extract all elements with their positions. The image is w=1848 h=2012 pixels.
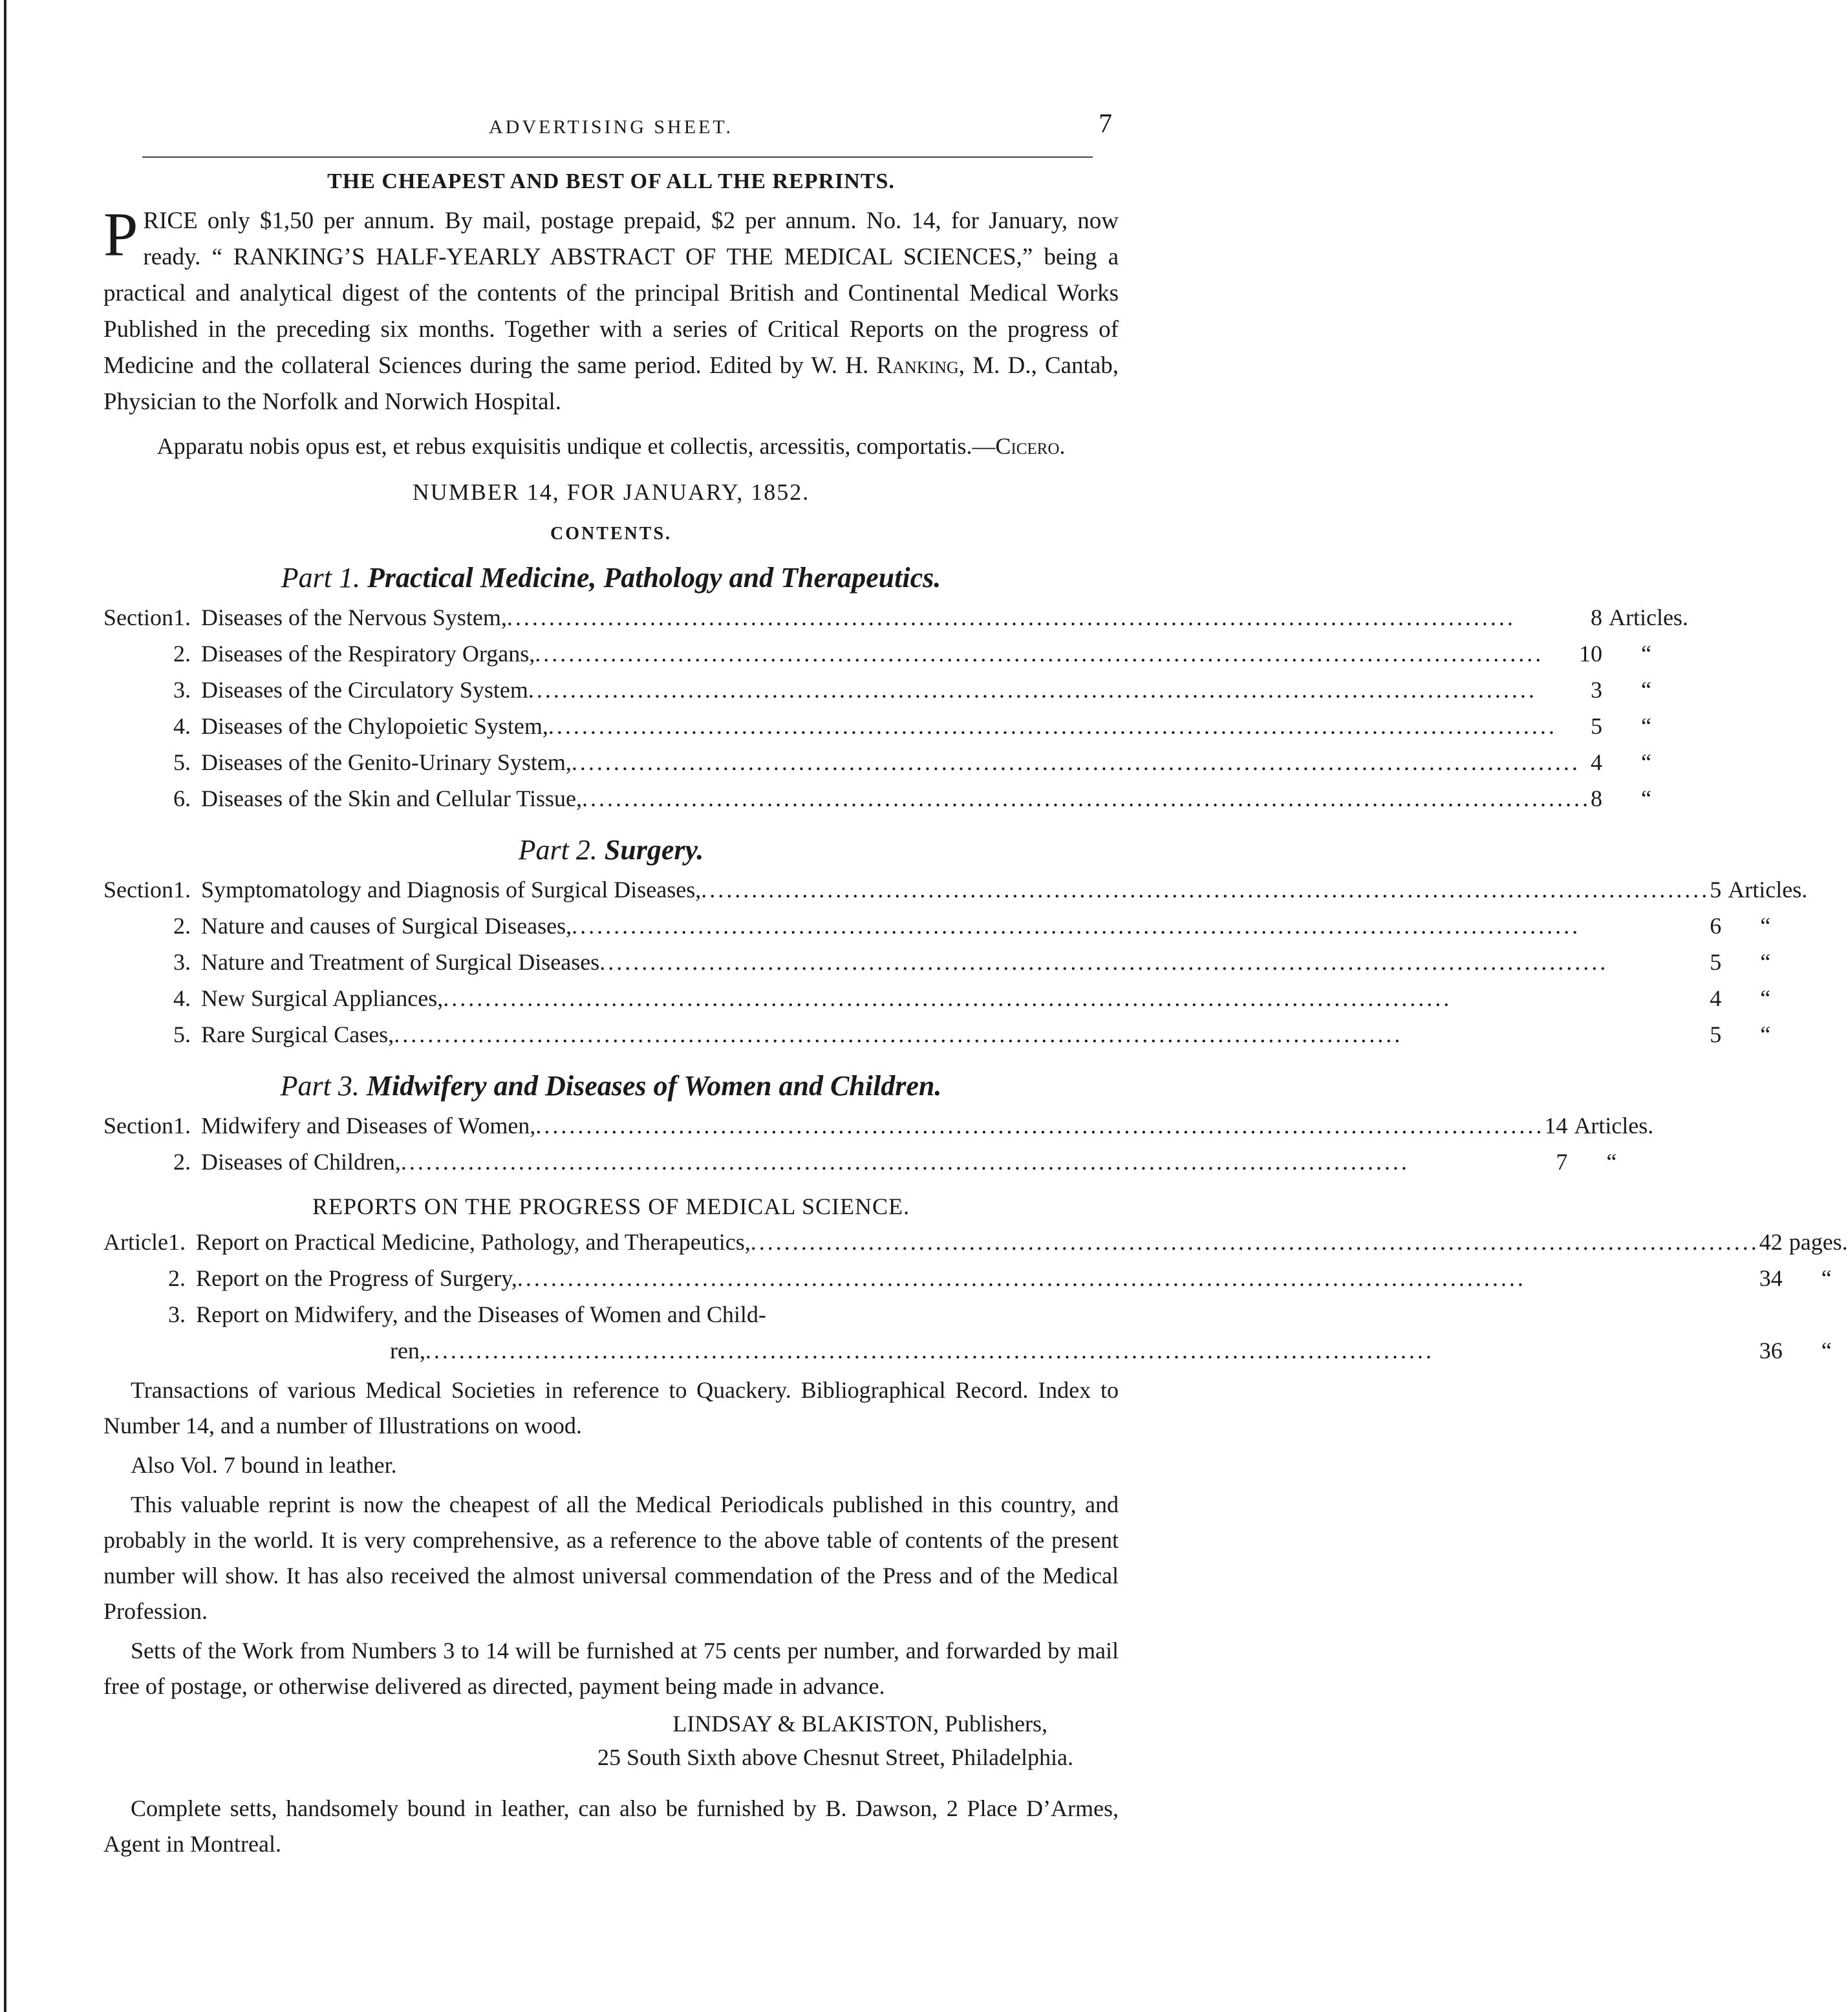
row-index: 5. bbox=[173, 749, 191, 775]
row-title: Nature and Treatment of Surgical Diseases bbox=[200, 949, 600, 975]
row-keyword: Article bbox=[103, 1229, 168, 1255]
toc-row bbox=[103, 744, 1688, 780]
row-keyword bbox=[103, 1296, 168, 1332]
row-entry bbox=[196, 1296, 1783, 1332]
row-index: 3. bbox=[173, 949, 191, 975]
row-entry bbox=[201, 1016, 1721, 1053]
closing-paragraph: Complete setts, handsomely bound in leather, can also be furnished by B. Dawson, 2 Place D’Armes, Agent in Montreal. bbox=[103, 1795, 1119, 1857]
issue-number-line: NUMBER 14, FOR JANUARY, 1852. bbox=[412, 479, 810, 505]
row-value: 6 bbox=[1710, 913, 1722, 939]
row-unit: “ bbox=[1821, 1338, 1832, 1364]
row-unit: Articles. bbox=[1574, 1113, 1654, 1139]
row-title: Nature and causes of Surgical Diseases, bbox=[200, 913, 572, 939]
dot-leader: ........................................................................................................................ bbox=[400, 1149, 1410, 1175]
row-index: 4. bbox=[173, 985, 191, 1011]
running-head bbox=[103, 103, 1119, 149]
toc-row bbox=[103, 599, 1688, 636]
row-index: 5. bbox=[173, 1022, 191, 1047]
row-keyword bbox=[103, 1144, 173, 1180]
row-index: 2. bbox=[173, 913, 191, 939]
drop-cap: P bbox=[103, 200, 138, 269]
row-index: 2. bbox=[173, 641, 191, 667]
part-contents-table bbox=[103, 1108, 1653, 1180]
toc-row bbox=[103, 636, 1688, 672]
row-entry bbox=[201, 599, 1602, 636]
row-keyword bbox=[103, 1332, 168, 1369]
row-index: 2. bbox=[167, 1265, 186, 1291]
row-index: 3. bbox=[173, 677, 191, 703]
row-value: 34 bbox=[1759, 1265, 1783, 1291]
dot-leader: ........................................................................................................................ bbox=[701, 877, 1710, 903]
latin-quote bbox=[103, 432, 1119, 460]
part-heading bbox=[103, 1069, 1119, 1102]
part-number: Part 3. bbox=[280, 1070, 360, 1102]
toc-row bbox=[103, 1260, 1848, 1296]
row-keyword bbox=[103, 1016, 173, 1053]
row-title: Report on the Progress of Surgery, bbox=[195, 1265, 517, 1291]
row-keyword: Section bbox=[103, 877, 173, 903]
row-value: 7 bbox=[1556, 1149, 1568, 1175]
part-title: Practical Medicine, Pathology and Therapeutics. bbox=[367, 562, 941, 594]
page-left-edge-rule bbox=[4, 0, 6, 2012]
part-title: Midwifery and Diseases of Women and Children. bbox=[366, 1070, 942, 1102]
publisher-line: LINDSAY & BLAKISTON, Publishers, bbox=[672, 1711, 1048, 1737]
dot-leader: ........................................................................................................................ bbox=[443, 985, 1452, 1011]
part-heading bbox=[103, 561, 1119, 594]
row-title: Report on Midwifery, and the Diseases of Women and Child- bbox=[195, 1301, 766, 1327]
row-title: Diseases of the Nervous System, bbox=[200, 605, 507, 630]
row-value: 5 bbox=[1590, 713, 1602, 739]
dot-leader: ........................................................................................................................ bbox=[535, 1113, 1545, 1139]
dot-leader: ........................................................................................................................ bbox=[581, 786, 1591, 811]
row-index bbox=[168, 1332, 196, 1369]
row-keyword bbox=[103, 908, 173, 944]
dot-leader: ........................................................................................................................ bbox=[571, 749, 1580, 775]
row-keyword bbox=[103, 708, 173, 744]
row-unit: Articles. bbox=[1608, 605, 1688, 630]
row-title: New Surgical Appliances, bbox=[200, 985, 444, 1011]
toc-row bbox=[103, 1296, 1848, 1332]
toc-row bbox=[103, 1224, 1848, 1260]
reports-table bbox=[103, 1224, 1848, 1369]
row-index: 1. bbox=[173, 1113, 191, 1139]
row-entry bbox=[201, 1144, 1567, 1180]
toc-row bbox=[103, 1108, 1653, 1144]
row-unit: “ bbox=[1760, 1022, 1771, 1047]
toc-row bbox=[103, 672, 1688, 708]
row-unit: “ bbox=[1760, 913, 1771, 939]
toc-row bbox=[103, 1144, 1653, 1180]
toc-row bbox=[103, 944, 1807, 980]
row-value: 42 bbox=[1759, 1229, 1783, 1255]
intro-text-end: , M. D., Cantab, Physician to the Norfolk and Norwich Hospital. bbox=[103, 352, 1119, 415]
body-paragraph: Also Vol. 7 bound in leather. bbox=[131, 1452, 397, 1478]
row-index: 1. bbox=[167, 1229, 186, 1255]
row-title: Diseases of the Chylopoietic System, bbox=[200, 713, 548, 739]
toc-row bbox=[103, 908, 1807, 944]
row-entry bbox=[196, 1332, 1783, 1369]
row-index: 4. bbox=[173, 713, 191, 739]
dot-leader: ........................................................................................................................ bbox=[425, 1338, 1434, 1364]
row-title: Diseases of Children, bbox=[200, 1149, 401, 1175]
intro-paragraph bbox=[103, 200, 1119, 420]
dot-leader: ........................................................................................................................ bbox=[535, 641, 1544, 667]
row-entry bbox=[201, 1108, 1567, 1144]
part-contents-table bbox=[103, 872, 1807, 1053]
contents-parts bbox=[103, 561, 1808, 1180]
quote-author: Cicero. bbox=[995, 433, 1066, 459]
row-entry bbox=[201, 708, 1602, 744]
row-unit: “ bbox=[1760, 985, 1771, 1011]
row-index: 2. bbox=[173, 1149, 191, 1175]
part-title: Surgery. bbox=[604, 834, 704, 866]
reports-heading: REPORTS ON THE PROGRESS OF MEDICAL SCIENCE. bbox=[312, 1193, 910, 1219]
row-value: 36 bbox=[1759, 1338, 1783, 1364]
running-head-title: ADVERTISING SHEET. bbox=[489, 116, 733, 138]
row-title: Rare Surgical Cases, bbox=[200, 1022, 394, 1047]
row-index: 1. bbox=[173, 877, 191, 903]
row-title: Symptomatology and Diagnosis of Surgical Diseases, bbox=[200, 877, 702, 903]
row-entry bbox=[201, 672, 1602, 708]
row-value: 10 bbox=[1578, 641, 1602, 667]
toc-row bbox=[103, 980, 1807, 1016]
row-unit: Articles. bbox=[1728, 877, 1808, 903]
row-entry bbox=[201, 944, 1721, 980]
row-entry bbox=[201, 780, 1602, 817]
quote-text: Apparatu nobis opus est, et rebus exquisitis undique et collectis, arcessitis, comportatis.— bbox=[156, 433, 996, 459]
row-index: 3. bbox=[167, 1301, 186, 1327]
row-unit: “ bbox=[1640, 713, 1651, 739]
row-value: 4 bbox=[1710, 985, 1722, 1011]
row-keyword bbox=[103, 636, 173, 672]
address-line: 25 South Sixth above Chesnut Street, Philadelphia. bbox=[597, 1744, 1073, 1770]
editor-name: Ranking bbox=[876, 352, 959, 379]
row-value: 8 bbox=[1590, 786, 1602, 811]
row-unit bbox=[1783, 1296, 1848, 1332]
body-paragraph: This valuable reprint is now the cheapest of all the Medical Periodicals published in this country, and probably in the world. It is very comprehensive, as a reference to the above table of contents of the present number will show. It has also received the almost universal commendation of the Press and of the Medical Profession. bbox=[103, 1492, 1119, 1624]
row-index: 1. bbox=[173, 605, 191, 630]
page-number: 7 bbox=[1099, 109, 1112, 139]
row-title: Report on Practical Medicine, Pathology, and Therapeutics, bbox=[195, 1229, 751, 1255]
row-entry bbox=[196, 1224, 1783, 1260]
dot-leader: ........................................................................................................................ bbox=[548, 713, 1557, 739]
row-value: 5 bbox=[1710, 877, 1722, 903]
row-value: 5 bbox=[1710, 1022, 1722, 1047]
row-unit: “ bbox=[1640, 641, 1651, 667]
part-number: Part 2. bbox=[518, 834, 597, 866]
row-unit: pages. bbox=[1789, 1229, 1848, 1255]
row-value: 5 bbox=[1710, 949, 1722, 975]
row-keyword bbox=[103, 980, 173, 1016]
row-value: 3 bbox=[1590, 677, 1602, 703]
body-paragraph: Transactions of various Medical Societies in reference to Quackery. Bibliographical Record. Index to Number 14, and a number of Illustrations on wood. bbox=[103, 1377, 1119, 1439]
row-index: 6. bbox=[173, 786, 191, 811]
toc-row bbox=[103, 872, 1807, 908]
part-contents-table bbox=[103, 599, 1688, 817]
row-title: Diseases of the Skin and Cellular Tissue, bbox=[200, 786, 582, 811]
row-value: 8 bbox=[1590, 605, 1602, 630]
row-value: 4 bbox=[1590, 749, 1602, 775]
dot-leader: ........................................................................................................................ bbox=[506, 605, 1516, 630]
row-value: 14 bbox=[1544, 1113, 1568, 1139]
row-unit: “ bbox=[1760, 949, 1771, 975]
row-unit: “ bbox=[1640, 749, 1651, 775]
headline: THE CHEAPEST AND BEST OF ALL THE REPRINTS. bbox=[327, 169, 895, 193]
row-keyword bbox=[103, 944, 173, 980]
row-entry bbox=[201, 908, 1721, 944]
row-title: Midwifery and Diseases of Women, bbox=[200, 1113, 536, 1139]
row-keyword bbox=[103, 780, 173, 817]
row-entry bbox=[201, 744, 1602, 780]
row-keyword: Section bbox=[103, 605, 173, 630]
toc-row bbox=[103, 1016, 1807, 1053]
dot-leader: ........................................................................................................................ bbox=[394, 1022, 1403, 1047]
imprint bbox=[103, 1707, 1119, 1774]
contents-label: CONTENTS. bbox=[550, 524, 672, 544]
toc-row bbox=[103, 780, 1688, 817]
row-keyword bbox=[103, 744, 173, 780]
row-entry bbox=[201, 872, 1721, 908]
row-title: ren, bbox=[389, 1338, 425, 1364]
row-unit: “ bbox=[1640, 677, 1651, 703]
row-unit: “ bbox=[1821, 1265, 1832, 1291]
part-number: Part 1. bbox=[281, 562, 360, 594]
toc-row-continuation bbox=[103, 1332, 1848, 1369]
row-title: Diseases of the Genito-Urinary System, bbox=[200, 749, 572, 775]
body-paragraphs bbox=[103, 1373, 1119, 1704]
header-rule bbox=[142, 156, 1093, 158]
toc-row bbox=[103, 708, 1688, 744]
advertising-page bbox=[103, 103, 1848, 1862]
row-entry bbox=[201, 980, 1721, 1016]
body-paragraph: Setts of the Work from Numbers 3 to 14 will be furnished at 75 cents per number, and forwarded by mail free of postage, or otherwise delivered as directed, payment being made in advance. bbox=[103, 1638, 1119, 1699]
row-entry bbox=[196, 1260, 1783, 1296]
part-heading bbox=[103, 833, 1119, 866]
row-keyword bbox=[103, 1260, 168, 1296]
row-keyword bbox=[103, 672, 173, 708]
dot-leader: ........................................................................................................................ bbox=[528, 677, 1537, 703]
row-entry bbox=[201, 636, 1602, 672]
row-keyword: Section bbox=[103, 1113, 173, 1139]
dot-leader: ........................................................................................................................ bbox=[599, 949, 1609, 975]
row-unit: “ bbox=[1606, 1149, 1617, 1175]
dot-leader: ........................................................................................................................ bbox=[572, 913, 1581, 939]
row-title: Diseases of the Circulatory System bbox=[200, 677, 528, 703]
intro-text: RICE only $1,50 per annum. By mail, postage prepaid, $2 per annum. No. 14, for January, now ready. “ RANKING’S HALF-YEARLY ABSTRACT OF THE MEDICAL SCIENCES,” being a practical and analytical digest of the contents of the principal British and Continental Medical Works Published in the preceding six months. Together with a series of Critical Reports on the progress of Medicine and the collateral Sciences during the same period. Edited by W. H. bbox=[103, 208, 1119, 379]
dot-leader: ........................................................................................................................ bbox=[517, 1265, 1526, 1291]
row-unit: “ bbox=[1640, 786, 1651, 811]
row-title: Diseases of the Respiratory Organs, bbox=[200, 641, 535, 667]
dot-leader: ........................................................................................................................ bbox=[750, 1229, 1759, 1255]
